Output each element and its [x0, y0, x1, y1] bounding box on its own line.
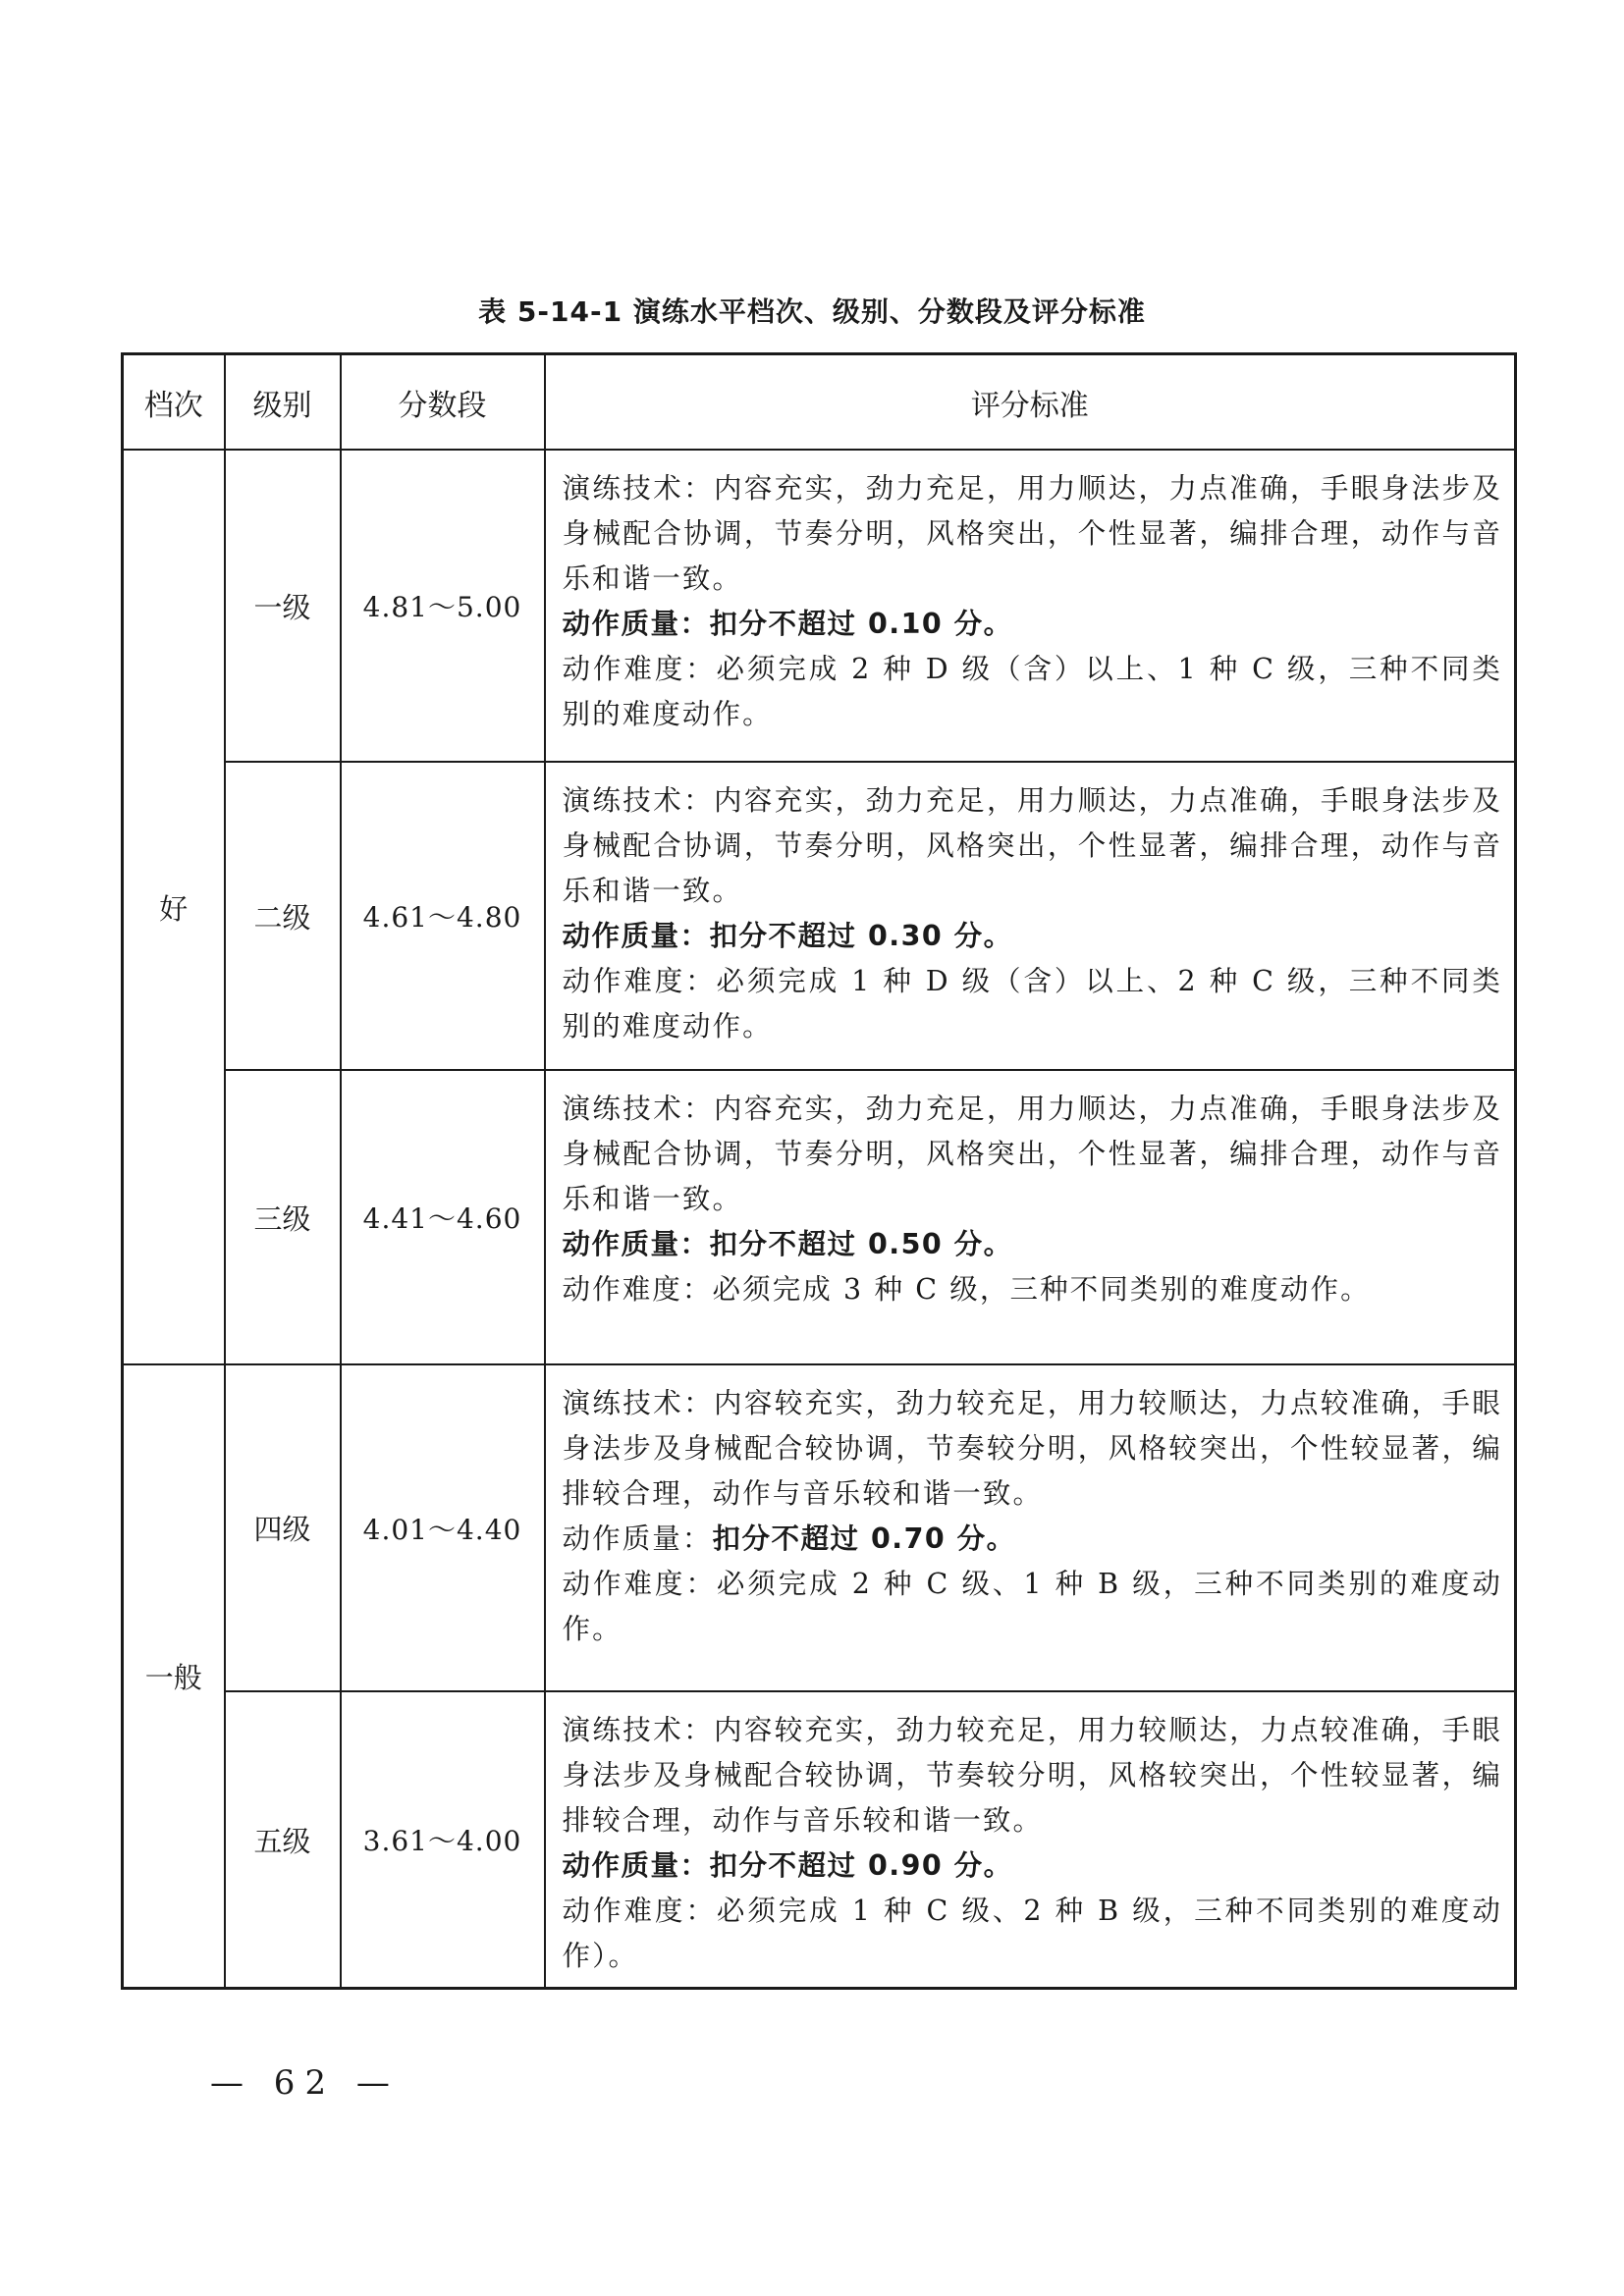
difficulty-text: 动作难度：必须完成 2 种 C 级、1 种 B 级，三种不同类别的难度动作。 — [562, 1568, 1502, 1645]
page-number: — 62 — — [210, 2063, 400, 2103]
score-range-cell: 4.41～4.60 — [341, 1070, 545, 1364]
technique-text: 演练技术：内容充实，劲力充足，用力顺达，力点准确，手眼身法步及身械配合协调，节奏分明，风格突出，个性显著，编排合理，动作与音乐和谐一致。 — [562, 1093, 1502, 1215]
quality-value: 扣分不超过 0.10 分。 — [709, 608, 1013, 640]
header-criteria: 评分标准 — [545, 354, 1516, 451]
criteria-cell — [545, 450, 1516, 762]
criteria-cell — [545, 762, 1516, 1070]
quality-value: 扣分不超过 0.90 分。 — [709, 1849, 1013, 1882]
quality-text — [563, 1222, 1503, 1267]
table-row — [123, 450, 1516, 762]
score-range-cell: 3.61～4.00 — [341, 1691, 545, 1989]
quality-label: 动作质量： — [562, 920, 710, 952]
difficulty-text: 动作难度：必须完成 2 种 D 级（含）以上、1 种 C 级，三种不同类别的难度动作。 — [562, 653, 1502, 730]
quality-label: 动作质量： — [562, 608, 710, 640]
criteria-cell — [545, 1691, 1516, 1989]
difficulty-text: 动作难度：必须完成 1 种 D 级（含）以上、2 种 C 级，三种不同类别的难度动作。 — [562, 965, 1502, 1042]
quality-text — [563, 1843, 1503, 1889]
difficulty-text: 动作难度：必须完成 1 种 C 级、2 种 B 级，三种不同类别的难度动作）。 — [562, 1895, 1502, 1972]
technique-text: 演练技术：内容较充实，劲力较充足，用力较顺达，力点较准确，手眼身法步及身械配合较协调，节奏较分明，风格较突出，个性较显著，编排较合理，动作与音乐较和谐一致。 — [562, 1387, 1502, 1510]
quality-label: 动作质量： — [562, 1228, 710, 1260]
quality-value: 扣分不超过 0.70 分。 — [712, 1522, 1016, 1555]
table-row — [123, 1070, 1516, 1364]
technique-text: 演练技术：内容充实，劲力充足，用力顺达，力点准确，手眼身法步及身械配合协调，节奏分明，风格突出，个性显著，编排合理，动作与音乐和谐一致。 — [562, 784, 1502, 907]
quality-value: 扣分不超过 0.30 分。 — [709, 920, 1013, 952]
technique-text: 演练技术：内容较充实，劲力较充足，用力较顺达，力点较准确，手眼身法步及身械配合较协调，节奏较分明，风格较突出，个性较显著，编排较合理，动作与音乐较和谐一致。 — [562, 1714, 1502, 1837]
criteria-cell — [545, 1070, 1516, 1364]
difficulty-text: 动作难度：必须完成 3 种 C 级，三种不同类别的难度动作。 — [562, 1273, 1371, 1306]
table-caption: 表 5-14-1 演练水平档次、级别、分数段及评分标准 — [478, 295, 1146, 328]
quality-label: 动作质量： — [562, 1849, 710, 1882]
quality-text — [563, 602, 1503, 647]
score-range-cell: 4.01～4.40 — [341, 1364, 545, 1691]
level-cell: 三级 — [225, 1070, 341, 1364]
level-cell: 二级 — [225, 762, 341, 1070]
tier-cell-good: 好 — [123, 450, 225, 1364]
score-range-cell: 4.81～5.00 — [341, 450, 545, 762]
table-row — [123, 762, 1516, 1070]
header-range: 分数段 — [341, 354, 545, 451]
quality-label: 动作质量： — [562, 1522, 713, 1555]
level-cell: 五级 — [225, 1691, 341, 1989]
header-row — [123, 354, 1516, 451]
tier-cell-average: 一般 — [123, 1364, 225, 1989]
scoring-table — [121, 352, 1517, 1990]
header-level: 级别 — [225, 354, 341, 451]
table-row — [123, 1691, 1516, 1989]
level-cell: 四级 — [225, 1364, 341, 1691]
level-cell: 一级 — [225, 450, 341, 762]
score-range-cell: 4.61～4.80 — [341, 762, 545, 1070]
header-tier: 档次 — [123, 354, 225, 451]
quality-text — [563, 914, 1503, 959]
quality-value: 扣分不超过 0.50 分。 — [709, 1228, 1013, 1260]
table-row — [123, 1364, 1516, 1691]
quality-text — [563, 1517, 1503, 1562]
technique-text: 演练技术：内容充实，劲力充足，用力顺达，力点准确，手眼身法步及身械配合协调，节奏分明，风格突出，个性显著，编排合理，动作与音乐和谐一致。 — [562, 472, 1502, 595]
criteria-cell — [545, 1364, 1516, 1691]
